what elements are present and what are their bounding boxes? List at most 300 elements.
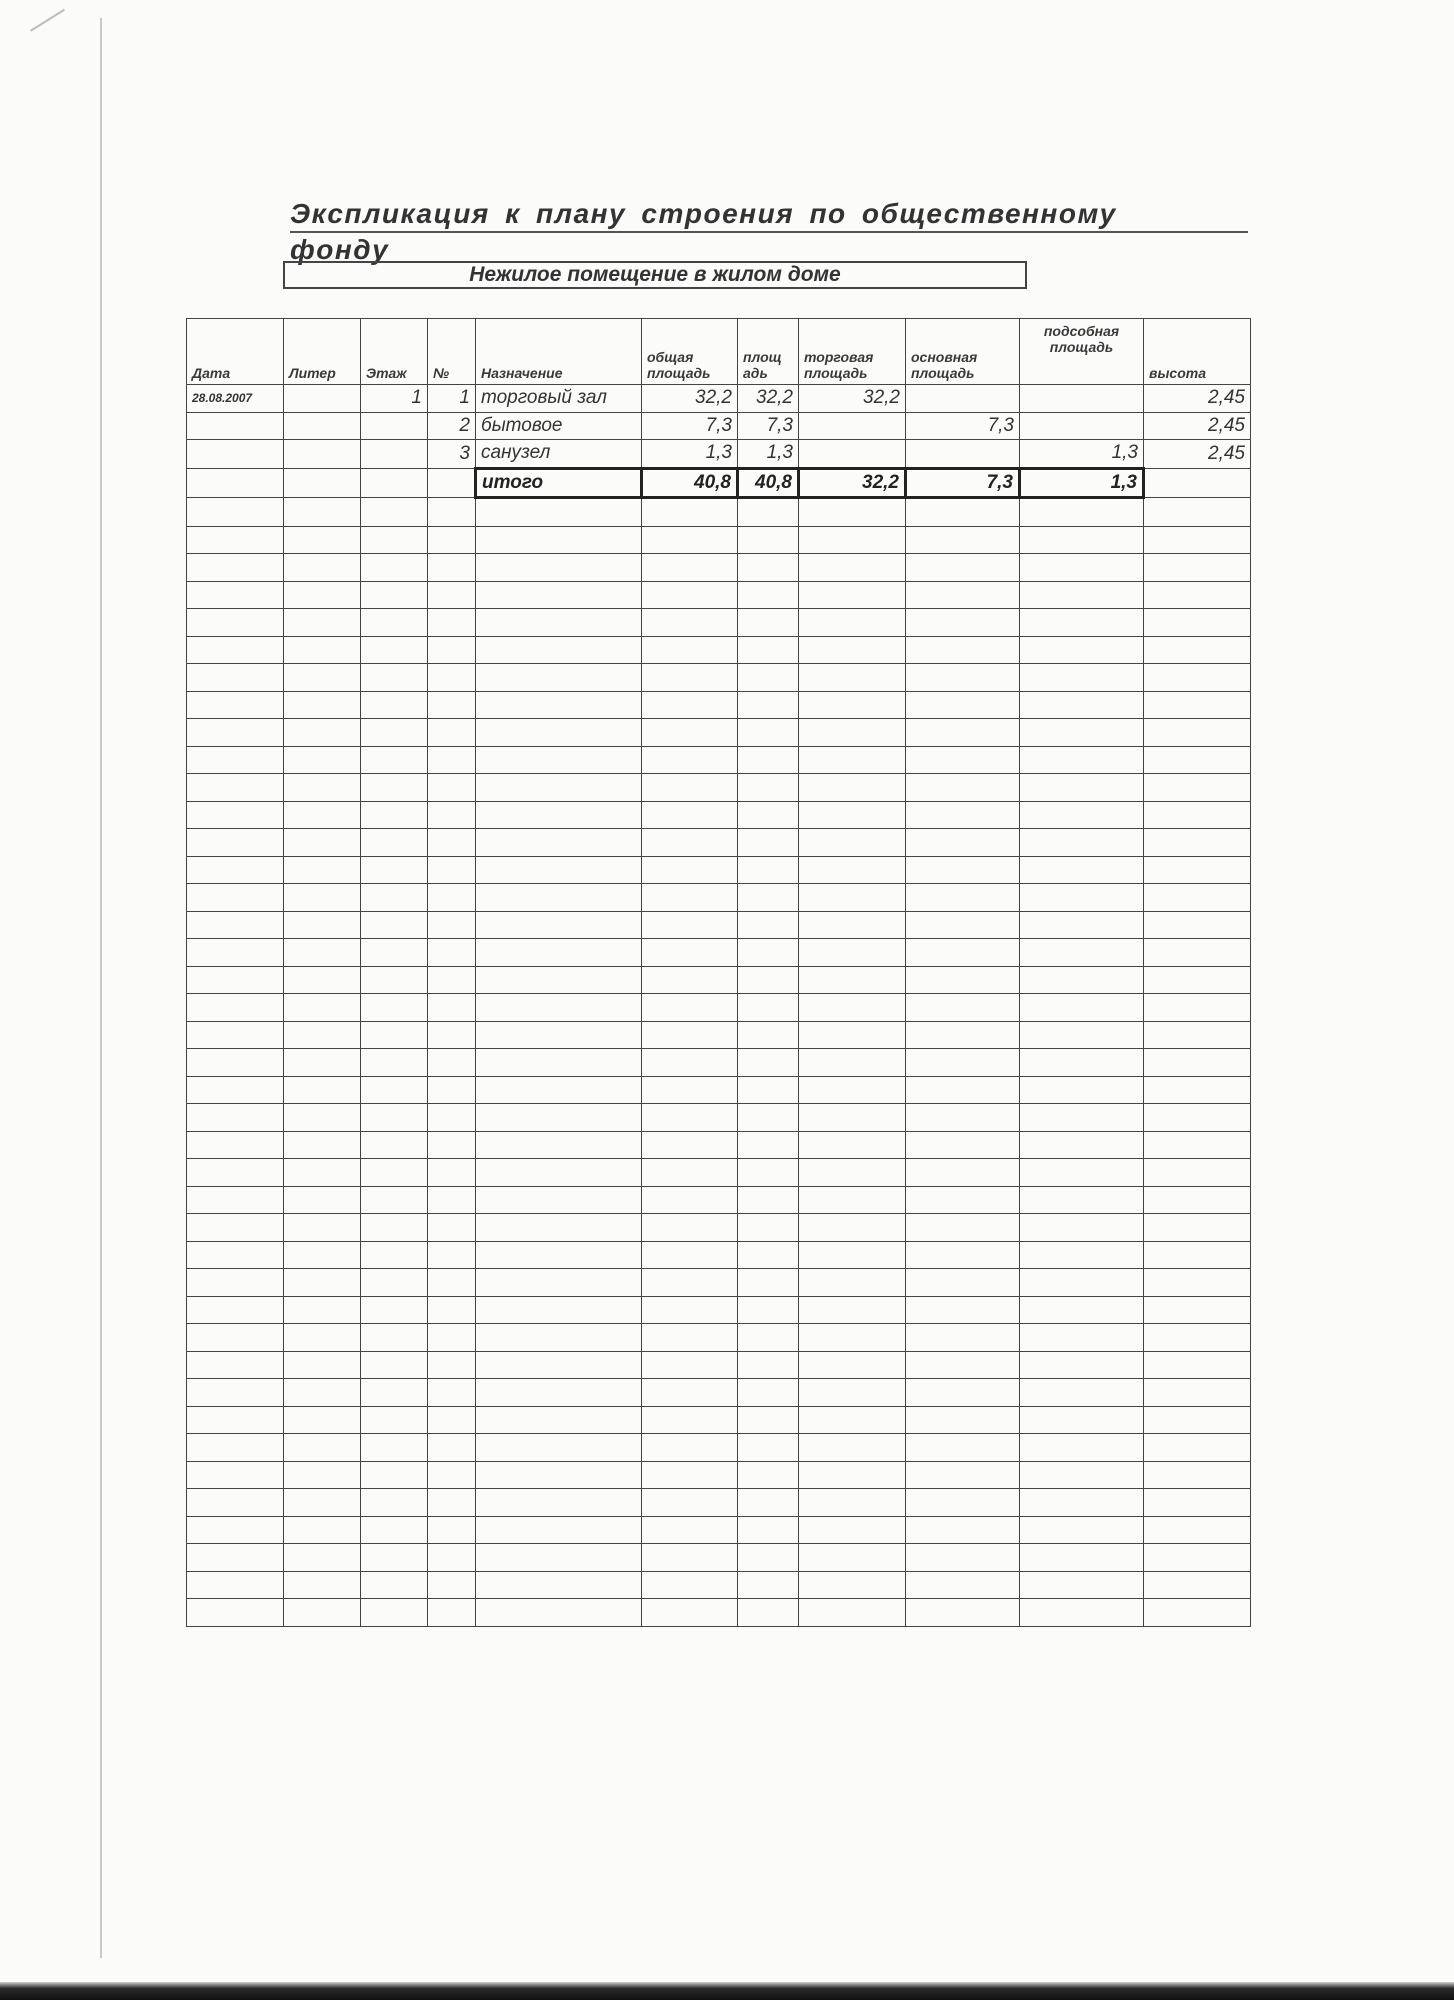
- cell-empty: [1020, 1241, 1144, 1269]
- cell-empty: [642, 994, 738, 1022]
- cell-height: 2,45: [1144, 440, 1251, 469]
- total-total-area: 40,8: [642, 468, 738, 498]
- cell-empty: [187, 609, 284, 637]
- cell-empty: [799, 1571, 906, 1599]
- cell-empty: [906, 1324, 1020, 1352]
- cell-empty: [1144, 856, 1251, 884]
- cell-empty: [642, 1516, 738, 1544]
- cell-height: 2,45: [1144, 385, 1251, 413]
- cell-liter: [284, 440, 361, 469]
- cell-empty: [284, 609, 361, 637]
- cell-empty: [799, 1434, 906, 1462]
- cell-empty: [906, 1159, 1020, 1187]
- cell-empty: [1144, 1544, 1251, 1572]
- cell-empty: [361, 1021, 428, 1049]
- cell-empty: [1020, 498, 1144, 527]
- empty-row: [187, 664, 1251, 692]
- cell-empty: [361, 884, 428, 912]
- cell-empty: [1144, 911, 1251, 939]
- cell-empty: [428, 801, 476, 829]
- cell-date: [187, 440, 284, 469]
- cell-empty: [906, 1049, 1020, 1077]
- cell-purpose: торговый зал: [476, 385, 642, 413]
- header-area-split: [738, 319, 799, 385]
- cell-empty: [642, 1434, 738, 1462]
- cell-empty: [906, 1131, 1020, 1159]
- cell-empty: [284, 1324, 361, 1352]
- empty-row: [187, 1489, 1251, 1517]
- empty-row: [187, 884, 1251, 912]
- cell-empty: [642, 884, 738, 912]
- cell-empty: [476, 1104, 642, 1132]
- header-main-area-label: основная площадь: [911, 349, 978, 381]
- cell-empty: [799, 1379, 906, 1407]
- cell-empty: [361, 1379, 428, 1407]
- cell-empty: [799, 801, 906, 829]
- cell-empty: [1020, 1021, 1144, 1049]
- cell-empty: [906, 691, 1020, 719]
- title-underline: [290, 231, 1248, 233]
- cell-height: 2,45: [1144, 412, 1251, 440]
- cell-empty: [284, 939, 361, 967]
- cell-empty: [738, 1571, 799, 1599]
- cell-empty: [1144, 1269, 1251, 1297]
- cell-empty: [1144, 1571, 1251, 1599]
- cell-trade-area: 32,2: [799, 385, 906, 413]
- cell-empty: [284, 1186, 361, 1214]
- cell-empty: [284, 1214, 361, 1242]
- cell-empty: [642, 691, 738, 719]
- cell-empty: [799, 609, 906, 637]
- cell-empty: [906, 1351, 1020, 1379]
- cell-empty: [642, 636, 738, 664]
- cell-empty: [799, 1599, 906, 1627]
- cell-empty: [1020, 1379, 1144, 1407]
- cell-empty: [738, 636, 799, 664]
- cell-empty: [361, 468, 428, 498]
- cell-empty: [428, 1021, 476, 1049]
- header-height: высота: [1144, 319, 1251, 385]
- cell-empty: [476, 581, 642, 609]
- cell-empty: [738, 526, 799, 554]
- header-number: №: [428, 319, 476, 385]
- cell-empty: [1144, 774, 1251, 802]
- cell-empty: [428, 1214, 476, 1242]
- cell-empty: [284, 1021, 361, 1049]
- cell-empty: [428, 664, 476, 692]
- cell-empty: [428, 1324, 476, 1352]
- cell-empty: [738, 609, 799, 637]
- cell-empty: [284, 1241, 361, 1269]
- cell-empty: [799, 691, 906, 719]
- cell-empty: [428, 856, 476, 884]
- cell-empty: [906, 1021, 1020, 1049]
- cell-empty: [906, 911, 1020, 939]
- header-aux-area: [1020, 319, 1144, 385]
- cell-empty: [1020, 1214, 1144, 1242]
- cell-empty: [799, 939, 906, 967]
- cell-empty: [284, 1434, 361, 1462]
- cell-number: 2: [428, 412, 476, 440]
- cell-empty: [799, 1186, 906, 1214]
- cell-empty: [738, 581, 799, 609]
- cell-empty: [187, 1571, 284, 1599]
- cell-empty: [428, 1104, 476, 1132]
- cell-empty: [1144, 498, 1251, 527]
- cell-empty: [476, 746, 642, 774]
- cell-empty: [738, 994, 799, 1022]
- empty-row: [187, 994, 1251, 1022]
- cell-empty: [476, 1379, 642, 1407]
- cell-empty: [738, 911, 799, 939]
- cell-empty: [476, 829, 642, 857]
- cell-empty: [799, 1324, 906, 1352]
- cell-empty: [187, 746, 284, 774]
- scan-bottom-edge: [0, 1982, 1454, 2000]
- cell-empty: [1144, 1516, 1251, 1544]
- empty-row: [187, 719, 1251, 747]
- cell-empty: [187, 691, 284, 719]
- cell-empty: [738, 1186, 799, 1214]
- table-row: [187, 385, 1251, 413]
- cell-empty: [642, 1021, 738, 1049]
- cell-empty: [361, 526, 428, 554]
- cell-empty: [1020, 1516, 1144, 1544]
- cell-empty: [187, 1406, 284, 1434]
- cell-empty: [187, 1049, 284, 1077]
- cell-empty: [1144, 1461, 1251, 1489]
- empty-row: [187, 1599, 1251, 1627]
- cell-empty: [428, 1351, 476, 1379]
- cell-empty: [428, 939, 476, 967]
- cell-empty: [284, 746, 361, 774]
- cell-floor: 1: [361, 385, 428, 413]
- cell-empty: [799, 1406, 906, 1434]
- cell-empty: [642, 829, 738, 857]
- cell-empty: [1020, 554, 1144, 582]
- cell-empty: [738, 1049, 799, 1077]
- empty-row: [187, 1406, 1251, 1434]
- cell-empty: [799, 774, 906, 802]
- cell-empty: [1144, 1021, 1251, 1049]
- cell-empty: [1144, 1214, 1251, 1242]
- cell-empty: [476, 1544, 642, 1572]
- cell-empty: [284, 1379, 361, 1407]
- cell-empty: [284, 1159, 361, 1187]
- empty-row: [187, 746, 1251, 774]
- cell-empty: [187, 1461, 284, 1489]
- cell-empty: [361, 1351, 428, 1379]
- cell-empty: [284, 774, 361, 802]
- cell-empty: [361, 719, 428, 747]
- cell-empty: [361, 1049, 428, 1077]
- cell-empty: [361, 1516, 428, 1544]
- cell-empty: [428, 636, 476, 664]
- cell-empty: [187, 526, 284, 554]
- cell-empty: [187, 498, 284, 527]
- cell-empty: [428, 609, 476, 637]
- cell-empty: [187, 1131, 284, 1159]
- cell-empty: [1144, 1241, 1251, 1269]
- cell-empty: [738, 746, 799, 774]
- cell-empty: [361, 636, 428, 664]
- cell-empty: [906, 1269, 1020, 1297]
- cell-empty: [187, 1076, 284, 1104]
- cell-empty: [187, 856, 284, 884]
- binding-edge: [100, 18, 102, 1958]
- header-total-area: [642, 319, 738, 385]
- cell-empty: [476, 1324, 642, 1352]
- cell-empty: [361, 609, 428, 637]
- cell-empty: [476, 856, 642, 884]
- header-date: Дата: [187, 319, 284, 385]
- empty-row: [187, 774, 1251, 802]
- cell-empty: [428, 554, 476, 582]
- cell-empty: [642, 609, 738, 637]
- cell-empty: [284, 1571, 361, 1599]
- cell-empty: [361, 691, 428, 719]
- cell-empty: [642, 939, 738, 967]
- header-liter: Литер: [284, 319, 361, 385]
- cell-empty: [906, 498, 1020, 527]
- empty-row: [187, 1076, 1251, 1104]
- empty-row: [187, 1159, 1251, 1187]
- cell-empty: [738, 1599, 799, 1627]
- cell-empty: [476, 1351, 642, 1379]
- cell-empty: [906, 664, 1020, 692]
- cell-empty: [476, 1241, 642, 1269]
- cell-empty: [1144, 1379, 1251, 1407]
- cell-empty: [476, 691, 642, 719]
- cell-empty: [187, 911, 284, 939]
- cell-empty: [1144, 581, 1251, 609]
- cell-empty: [906, 774, 1020, 802]
- cell-empty: [1144, 691, 1251, 719]
- cell-empty: [284, 1269, 361, 1297]
- cell-empty: [428, 526, 476, 554]
- empty-row: [187, 1049, 1251, 1077]
- cell-empty: [187, 581, 284, 609]
- cell-empty: [642, 1571, 738, 1599]
- cell-empty: [642, 1406, 738, 1434]
- empty-row: [187, 1186, 1251, 1214]
- cell-empty: [642, 774, 738, 802]
- cell-empty: [187, 829, 284, 857]
- cell-empty: [428, 1571, 476, 1599]
- cell-number: 1: [428, 385, 476, 413]
- cell-empty: [284, 1104, 361, 1132]
- cell-empty: [1020, 1076, 1144, 1104]
- cell-empty: [428, 581, 476, 609]
- cell-empty: [361, 801, 428, 829]
- cell-empty: [284, 1296, 361, 1324]
- cell-empty: [642, 719, 738, 747]
- empty-row: [187, 1324, 1251, 1352]
- cell-empty: [799, 498, 906, 527]
- cell-empty: [1020, 1049, 1144, 1077]
- cell-empty: [1020, 939, 1144, 967]
- cell-date: [187, 412, 284, 440]
- cell-empty: [1144, 1489, 1251, 1517]
- cell-empty: [187, 1021, 284, 1049]
- cell-empty: [361, 829, 428, 857]
- cell-empty: [428, 1241, 476, 1269]
- cell-empty: [187, 994, 284, 1022]
- page-title: Экспликация к плану строения по общественному фонду: [290, 198, 1117, 265]
- empty-row: [187, 911, 1251, 939]
- cell-empty: [1020, 1599, 1144, 1627]
- cell-empty: [428, 1049, 476, 1077]
- empty-row: [187, 498, 1251, 527]
- cell-empty: [476, 1159, 642, 1187]
- cell-empty: [799, 526, 906, 554]
- cell-empty: [1020, 1104, 1144, 1132]
- cell-empty: [476, 1434, 642, 1462]
- cell-empty: [1020, 581, 1144, 609]
- total-area-split: 40,8: [738, 468, 799, 498]
- cell-empty: [361, 1324, 428, 1352]
- cell-empty: [361, 664, 428, 692]
- cell-empty: [642, 1104, 738, 1132]
- cell-empty: [1020, 636, 1144, 664]
- cell-empty: [738, 939, 799, 967]
- cell-empty: [361, 581, 428, 609]
- cell-empty: [1020, 856, 1144, 884]
- cell-empty: [187, 966, 284, 994]
- cell-empty: [642, 966, 738, 994]
- empty-row: [187, 1269, 1251, 1297]
- cell-empty: [1020, 1296, 1144, 1324]
- cell-empty: [738, 1489, 799, 1517]
- table-row: [187, 412, 1251, 440]
- cell-empty: [799, 746, 906, 774]
- cell-empty: [1020, 609, 1144, 637]
- cell-empty: [428, 1269, 476, 1297]
- cell-empty: [799, 1516, 906, 1544]
- cell-empty: [187, 1296, 284, 1324]
- cell-empty: [799, 1296, 906, 1324]
- empty-row: [187, 1351, 1251, 1379]
- cell-empty: [642, 1351, 738, 1379]
- cell-empty: [906, 1186, 1020, 1214]
- cell-empty: [1144, 884, 1251, 912]
- cell-empty: [187, 636, 284, 664]
- cell-empty: [428, 1159, 476, 1187]
- header-purpose: Назначение: [476, 319, 642, 385]
- cell-empty: [738, 1434, 799, 1462]
- cell-empty: [906, 636, 1020, 664]
- cell-empty: [799, 1021, 906, 1049]
- cell-empty: [361, 856, 428, 884]
- empty-row: [187, 1461, 1251, 1489]
- cell-empty: [428, 746, 476, 774]
- header-main-area: [906, 319, 1020, 385]
- cell-empty: [642, 1159, 738, 1187]
- empty-row: [187, 1241, 1251, 1269]
- cell-empty: [738, 1131, 799, 1159]
- cell-empty: [476, 719, 642, 747]
- cell-empty: [361, 1269, 428, 1297]
- cell-empty: [799, 1461, 906, 1489]
- cell-total-area: 1,3: [642, 440, 738, 469]
- cell-empty: [1144, 966, 1251, 994]
- cell-empty: [799, 581, 906, 609]
- cell-empty: [476, 774, 642, 802]
- cell-empty: [906, 856, 1020, 884]
- cell-empty: [1020, 1489, 1144, 1517]
- empty-row: [187, 1544, 1251, 1572]
- cell-empty: [799, 1351, 906, 1379]
- cell-empty: [1144, 1159, 1251, 1187]
- cell-empty: [906, 1296, 1020, 1324]
- cell-empty: [906, 1544, 1020, 1572]
- cell-empty: [428, 994, 476, 1022]
- cell-empty: [642, 856, 738, 884]
- cell-empty: [187, 1214, 284, 1242]
- cell-empty: [187, 1434, 284, 1462]
- cell-empty: [361, 1186, 428, 1214]
- cell-empty: [428, 1489, 476, 1517]
- cell-empty: [187, 774, 284, 802]
- cell-empty: [1144, 994, 1251, 1022]
- cell-empty: [799, 911, 906, 939]
- cell-empty: [738, 1076, 799, 1104]
- empty-row: [187, 1434, 1251, 1462]
- total-label: итого: [476, 468, 642, 498]
- total-trade-area: 32,2: [799, 468, 906, 498]
- cell-empty: [428, 1379, 476, 1407]
- cell-empty: [738, 1351, 799, 1379]
- cell-empty: [1144, 468, 1251, 498]
- cell-empty: [476, 1186, 642, 1214]
- cell-empty: [476, 994, 642, 1022]
- cell-empty: [284, 1131, 361, 1159]
- cell-empty: [428, 1296, 476, 1324]
- cell-empty: [428, 911, 476, 939]
- cell-empty: [476, 1599, 642, 1627]
- cell-empty: [642, 581, 738, 609]
- cell-empty: [642, 664, 738, 692]
- cell-empty: [738, 884, 799, 912]
- cell-empty: [476, 1049, 642, 1077]
- cell-empty: [361, 1406, 428, 1434]
- cell-number: 3: [428, 440, 476, 469]
- cell-empty: [476, 609, 642, 637]
- header-total-area-label: общая площадь: [647, 349, 711, 381]
- cell-main-area: [906, 440, 1020, 469]
- cell-empty: [642, 801, 738, 829]
- cell-empty: [284, 1461, 361, 1489]
- cell-empty: [738, 691, 799, 719]
- cell-empty: [799, 1104, 906, 1132]
- header-aux-area-label: подсобная площадь: [1043, 323, 1120, 355]
- cell-empty: [1144, 1351, 1251, 1379]
- cell-empty: [738, 966, 799, 994]
- cell-empty: [799, 1241, 906, 1269]
- cell-empty: [1144, 526, 1251, 554]
- cell-empty: [906, 1379, 1020, 1407]
- cell-empty: [1144, 664, 1251, 692]
- cell-empty: [187, 664, 284, 692]
- cell-empty: [738, 801, 799, 829]
- cell-empty: [738, 1021, 799, 1049]
- cell-empty: [187, 1379, 284, 1407]
- cell-empty: [738, 664, 799, 692]
- cell-empty: [428, 1131, 476, 1159]
- cell-empty: [1144, 746, 1251, 774]
- cell-empty: [906, 1489, 1020, 1517]
- cell-empty: [738, 1544, 799, 1572]
